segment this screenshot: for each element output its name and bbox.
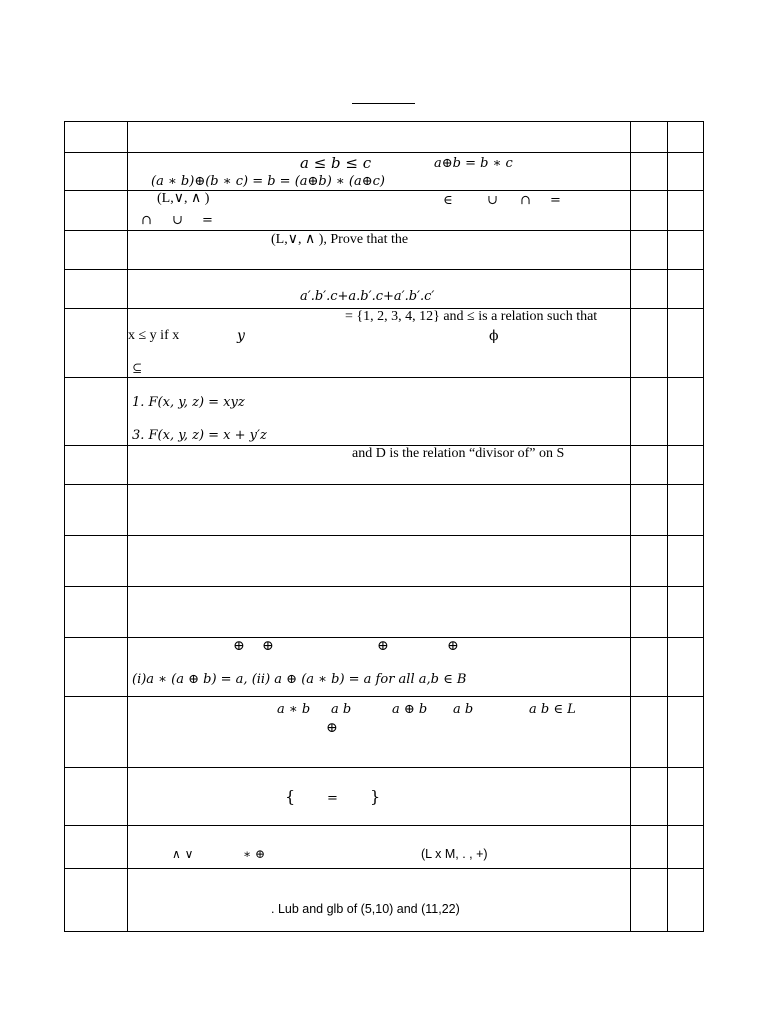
question-text: ϕ	[489, 328, 499, 344]
question-text: a ≤ b ≤ c	[300, 154, 372, 172]
question-text: a b	[453, 702, 474, 717]
question-text: a b	[331, 702, 352, 717]
question-text: ⊕	[326, 720, 338, 736]
question-text: ∩	[520, 193, 531, 208]
question-text: ⊕	[262, 638, 274, 654]
question-text: ∪	[172, 213, 183, 228]
question-text: ∪	[487, 193, 498, 208]
question-text: ⊕	[233, 638, 245, 654]
title-underline	[352, 103, 415, 104]
question-text: =	[327, 791, 338, 806]
question-text: ⊆	[132, 361, 143, 375]
question-text: 3. F(x, y, z) = x + y′z	[132, 428, 267, 443]
question-text: ⊕	[377, 638, 389, 654]
question-text: ⊕	[447, 638, 459, 654]
question-text: and D is the relation “divisor of” on S	[352, 446, 565, 461]
question-text: a b ∈ L	[529, 702, 576, 717]
question-text: (i)a ∗ (a ⊕ b) = a, (ii) a ⊕ (a ∗ b) = a for all a,b ∈ B	[132, 672, 467, 687]
question-text: ∩	[141, 213, 152, 228]
question-text: ∗ ⊕	[243, 847, 266, 861]
question-text: (L,∨, ∧ )	[157, 191, 210, 206]
question-text: a′.b′.c+a.b′.c+a′.b′.c′	[300, 289, 435, 304]
question-text: (a ∗ b)⊕(b ∗ c) = b = (a⊕b) ∗ (a⊕c)	[151, 174, 385, 189]
question-text: }	[370, 787, 381, 806]
question-text: a⊕b = b ∗ c	[434, 156, 513, 171]
question-text: (L x M, . , +)	[421, 847, 488, 861]
question-text: =	[202, 213, 213, 228]
question-text: ∧ ∨	[172, 847, 194, 861]
question-text: . Lub and glb of (5,10) and (11,22)	[271, 902, 460, 916]
question-text: 1. F(x, y, z) = xyz	[132, 395, 245, 410]
question-text: x ≤ y if x	[128, 328, 180, 343]
question-text: a ⊕ b	[392, 702, 428, 717]
question-text: a ∗ b	[277, 702, 311, 717]
question-text: (L,∨, ∧ ), Prove that the	[271, 232, 409, 247]
question-text: =	[550, 193, 561, 208]
question-text: ∈	[443, 193, 453, 208]
question-text: = {1, 2, 3, 4, 12} and ≤ is a relation such that	[345, 309, 598, 324]
question-text: {	[285, 787, 296, 806]
question-text: y	[237, 328, 245, 344]
